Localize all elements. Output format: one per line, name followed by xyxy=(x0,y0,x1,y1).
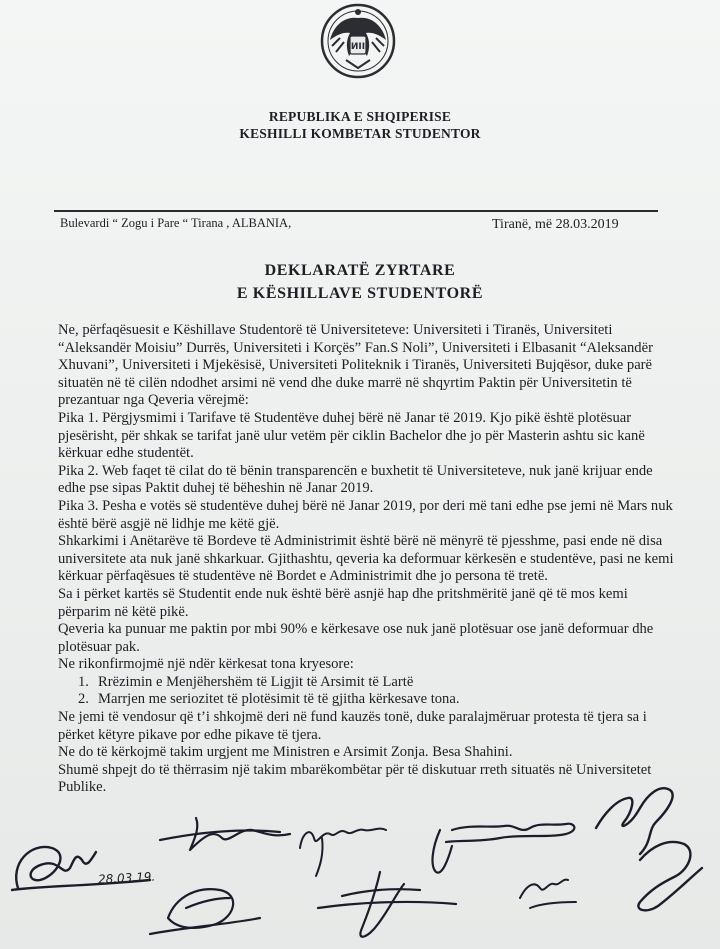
declaration-subtitle: E KËSHILLAVE STUDENTORË xyxy=(236,285,484,302)
signatures-area xyxy=(0,768,720,949)
signature-8 xyxy=(520,880,576,908)
header-republic: REPUBLIKA E SHQIPERISE xyxy=(268,109,452,124)
handwritten-date: 28.03.19. xyxy=(97,869,156,887)
point-3-paragraph: Pika 3. Pesha e votës së studentëve duhej bërë në Janar 2019, por deri më tani edhe pse jemi në Mars nuk është bërë asgjë në lidhje me këtë gjë. xyxy=(58,497,673,532)
list-item xyxy=(78,674,678,692)
government-paragraph: Qeveria ka punuar me paktin por mbi 90% e kërkesave ose nuk janë plotësuar ose janë deformuar dhe plotësuar pak. xyxy=(58,621,654,655)
document-date: Tiranë, më 28.03.2019 xyxy=(492,217,619,232)
address-line: Bulevardi “ Zogu i Pare “ Tirana , ALBANIA, xyxy=(60,216,292,230)
list-item-number: 1. xyxy=(78,673,89,690)
closing-paragraph-1: Ne jemi të vendosur që t’i shkojmë deri në fund kauzës tonë, duke paralajmëruar protesta të tjera sa i përket këtyre pikave por edhe pikave të tjera. xyxy=(58,709,647,743)
signature-4 xyxy=(433,824,575,873)
emblem-seal-icon xyxy=(316,2,400,80)
list-item-number: 2. xyxy=(78,691,89,708)
student-card-paragraph: Sa i përket kartës së Studentit ende nuk është bërë asnjë hap dhe pritshmëritë janë që të mos kemi përparim në këtë pikë. xyxy=(58,585,628,620)
signature-7 xyxy=(318,872,456,937)
list-item xyxy=(78,691,678,709)
header-divider xyxy=(54,210,658,212)
boards-paragraph: Shkarkimi i Anëtarëve të Bordeve të Administrimit është bërë në mënyrë të pjesshme, pasi ende në disa universitete ata nuk janë shkarkuar. Gjithashtu, qeveria ka deformuar kërkesën e studentëve, pasi ne kemi kërkuar përfaqësues të studentëve në Bordet e Administrimit dhe jo persona të tretë. xyxy=(58,533,674,585)
header-council: KESHILLI KOMBETAR STUDENTOR xyxy=(239,126,481,141)
demands-intro-paragraph: Ne rikonfirmojmë një ndër kërkesat tona kryesore: xyxy=(58,656,354,673)
closing-paragraph-3: Shumë shpejt do të thërrasim një takim mbarëkombëtar për të diskutuar rreth situatës në Universitetet Publike. xyxy=(58,761,652,796)
demands-list xyxy=(58,674,678,709)
signature-3 xyxy=(300,829,386,876)
intro-paragraph: Ne, përfaqësuesit e Këshillave Studentorë të Universiteteve: Universiteti i Tiranës, Universiteti “Aleksandër Moisiu” Durrës, Universiteti i Korçës” Fan.S Noli”, Universiteti i Elbasanit “Aleksandër Xhuvani”, Universiteti i Mjekësisë, Universiteti Politeknik i Tiranës, Universiteti Bujqësor, duke parë situatën në të cilën ndodhet arsimi në vend dhe duke marrë në shqyrtim Paktin për Universitetin të prezantuar nga Qeveria vërejmë: xyxy=(58,322,653,409)
point-2-paragraph: Pika 2. Web faqet të cilat do të bënin transparencën e buxhetit të Universiteteve, nuk janë krijuar ende edhe pse sipas Paktit duhej të bëheshin në Janar 2019. xyxy=(58,462,653,497)
declaration-title: DEKLARATË ZYRTARE xyxy=(264,262,456,279)
point-1-paragraph: Pika 1. Përgjysmimi i Tarifave të Studentëve duhej bërë në Janar të 2019. Kjo pikë është plotësuar pjesërisht, për shkak se tarifat janë ulur vetëm për ciklin Bachelor dhe jo për Masterin ashtu sic kanë kërkuar edhe studentët. xyxy=(58,409,645,462)
signature-5 xyxy=(596,788,702,910)
emblem-shield-text: ИII xyxy=(350,42,366,52)
closing-paragraph-2: Ne do të kërkojmë takim urgjent me Ministren e Arsimit Zonja. Besa Shahini. xyxy=(58,744,513,761)
signature-2 xyxy=(160,818,290,850)
signature-6 xyxy=(150,889,260,934)
declaration-body xyxy=(58,322,678,797)
list-item-text: Marrjen me seriozitet të plotësimit të të gjitha kërkesave tona. xyxy=(98,691,460,708)
list-item-text: Rrëzimin e Menjëhershëm të Ligjit të Arsimit të Lartë xyxy=(98,673,414,690)
